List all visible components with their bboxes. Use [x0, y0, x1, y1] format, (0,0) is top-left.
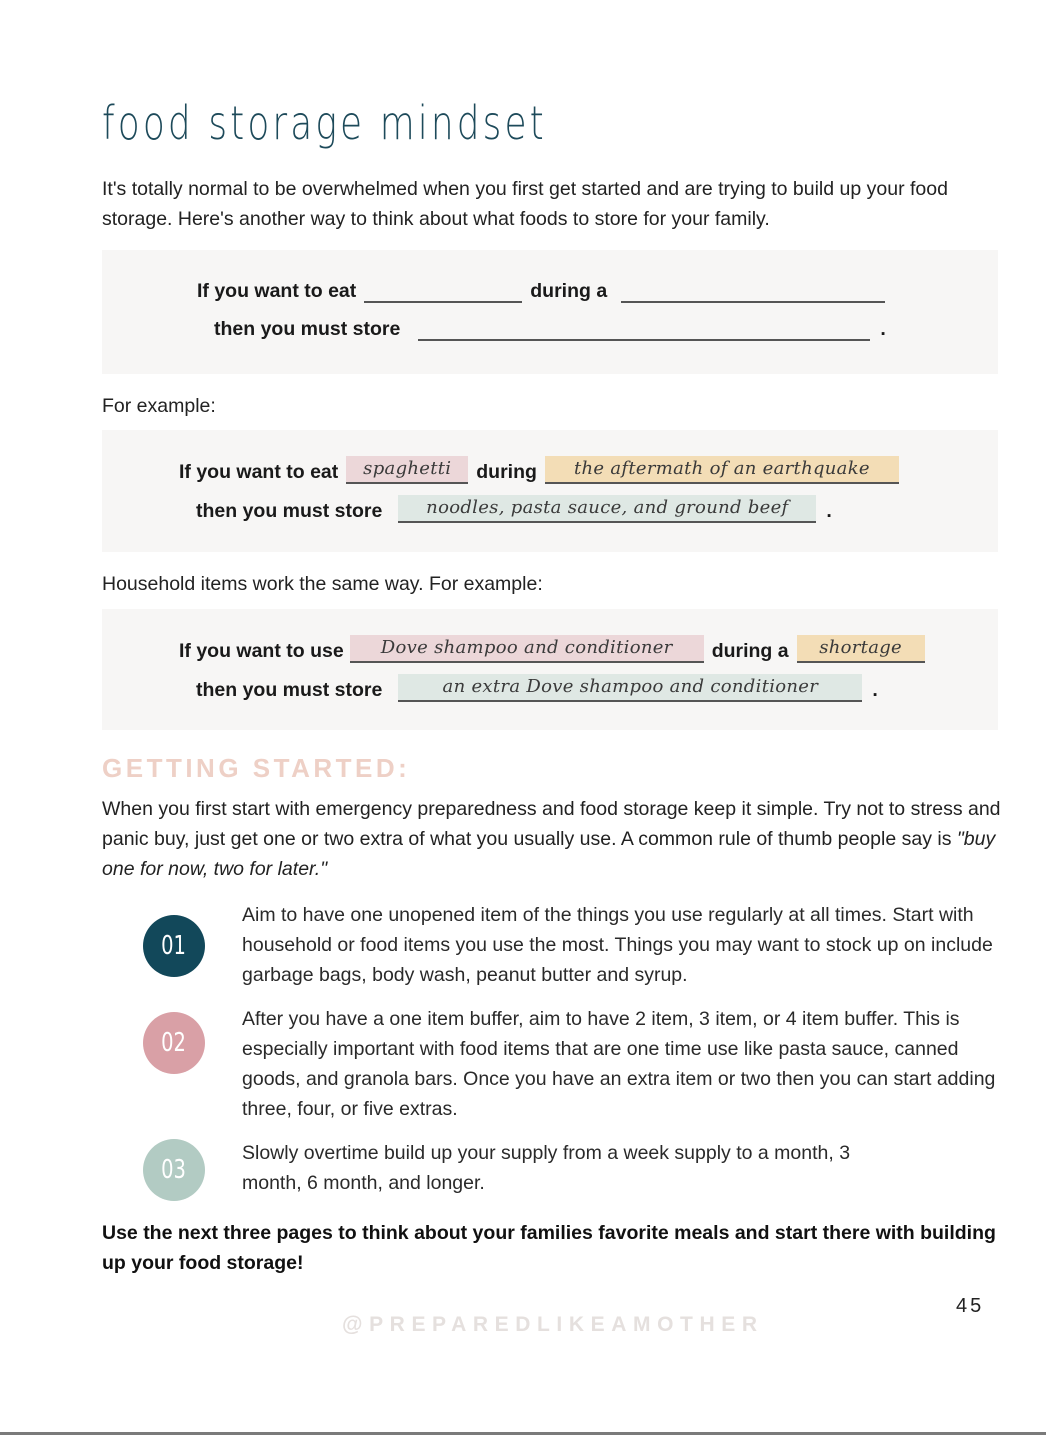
household-example-line-2: [196, 674, 878, 702]
food-example-line-2: [196, 495, 832, 523]
household-example-line-1: [179, 635, 933, 663]
food-prompt-eat: If you want to eat: [179, 461, 339, 483]
closing-note: Use the next three pages to think about your families favorite meals and start there with building up your food storage!: [102, 1222, 996, 1274]
page-number: 45: [956, 1295, 985, 1317]
template-line-2: [214, 318, 886, 341]
blank-store[interactable]: [418, 319, 870, 341]
step-number: 01: [161, 931, 187, 961]
template-prompt-store: then you must store: [214, 318, 401, 340]
answer-event: the aftermath of an earthquake: [545, 456, 899, 484]
rule-of-thumb-quote: "buy one for now, two for later.": [102, 828, 996, 880]
household-prompt-use: If you want to use: [179, 640, 344, 662]
blank-event[interactable]: [621, 281, 885, 303]
food-prompt-store: then you must store: [196, 500, 383, 522]
answer-household-store: an extra Dove shampoo and conditioner: [398, 674, 862, 702]
template-prompt-eat: If you want to eat: [197, 280, 357, 302]
template-prompt-during: during a: [530, 280, 608, 302]
step-badge-02: [143, 1012, 205, 1074]
blank-food[interactable]: [364, 281, 522, 303]
step-number: 03: [161, 1155, 187, 1185]
answer-shortage: shortage: [797, 635, 925, 663]
step-number: 02: [161, 1028, 187, 1058]
for-example-label: For example:: [102, 395, 216, 417]
food-period: .: [826, 500, 832, 522]
household-example-box: [102, 609, 998, 730]
answer-food: spaghetti: [346, 456, 468, 484]
step-badge-01: [143, 915, 205, 977]
getting-started-text: When you first start with emergency preparedness and food storage keep it simple. Try not to stress and panic buy, just get one or two extra of what you usually use. A common rule of thumb people say is: [102, 798, 1001, 850]
household-prompt-store: then you must store: [196, 679, 383, 701]
getting-started-heading: GETTING STARTED:: [102, 753, 411, 783]
answer-store: noodles, pasta sauce, and ground beef: [398, 495, 816, 523]
food-prompt-during: during: [476, 461, 537, 483]
food-example-box: [102, 430, 998, 552]
step-text-01: Aim to have one unopened item of the things you use regularly at all times. Start with household or food items you use the most. Things you may want to stock up on include garbage bags, body wash, peanut butter and syrup.: [242, 904, 993, 986]
food-example-line-1: [179, 456, 907, 484]
getting-started-paragraph: [102, 794, 1002, 884]
intro-paragraph: It's totally normal to be overwhelmed when you first get started and are trying to build up your food storage. Here's another way to think about what foods to store for your family.: [102, 178, 948, 230]
household-prompt-during: during a: [711, 640, 789, 662]
watermark-handle: @PREPAREDLIKEAMOTHER: [342, 1313, 764, 1336]
page-title: food storage mindset: [102, 96, 547, 150]
household-label: Household items work the same way. For example:: [102, 573, 543, 595]
answer-item: Dove shampoo and conditioner: [350, 635, 704, 663]
template-period: .: [880, 318, 886, 340]
step-text-03: Slowly overtime build up your supply from a week supply to a month, 3 month, 6 month, and longer.: [242, 1142, 851, 1194]
step-text-02: After you have a one item buffer, aim to have 2 item, 3 item, or 4 item buffer. This is especially important with food items that are one time use like pasta sauce, canned goods, and granola bars. Once you have an extra item or two then you can start adding three, four, or five extras.: [242, 1008, 996, 1120]
household-period: .: [872, 679, 878, 701]
template-line-1: [197, 280, 893, 303]
template-box: [102, 250, 998, 374]
step-badge-03: [143, 1139, 205, 1201]
